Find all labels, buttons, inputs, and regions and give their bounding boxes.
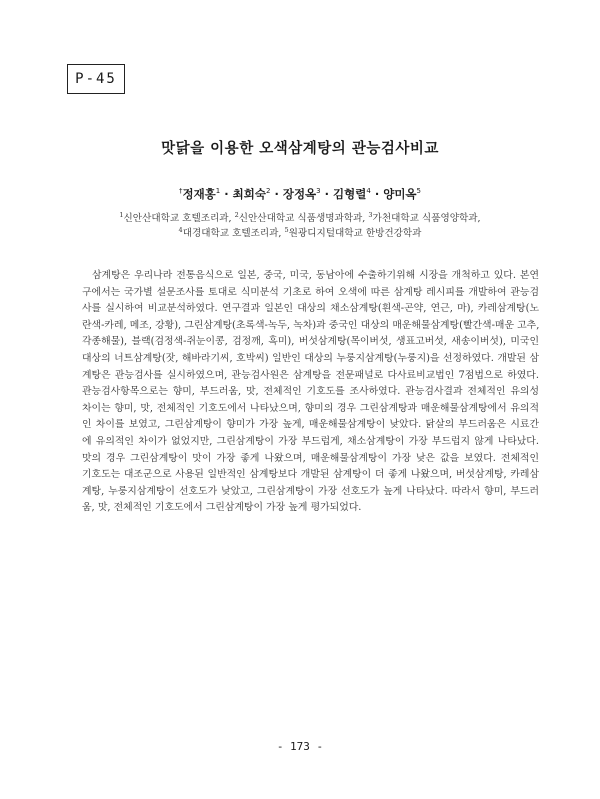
author-separator: ·	[370, 187, 384, 201]
paper-title: 맛닭을 이용한 오색삼계탕의 관능검사비교	[161, 141, 439, 157]
affiliation-1: $^1$신안산대학교 호텔조리과,	[119, 211, 235, 224]
presentation-code-box	[67, 64, 125, 94]
abstract-line: 란색-카레, 메조, 강황), 그린삼계탕(초록색-녹두, 녹차)과 중국인 대상의 매운해물삼계탕(빨간색-매운 고추,	[82, 319, 540, 331]
corresponding-mark: †	[178, 187, 183, 195]
presentation-code: P-45	[75, 71, 117, 87]
abstract-line: 관능검사항목으로는 향미, 부드러움, 맛, 전체적인 기호도를 조사하였다. 관능검사결과 전체적인 유의성	[82, 386, 539, 398]
abstract-line: 계탕은 관능검사를 실시하였으며, 관능검사원은 삼계탕을 전문패널로 다사료비교법인 7점법으로 하였다.	[82, 369, 539, 381]
author-separator: ·	[270, 187, 283, 201]
abstract-line: 계탕, 누룽지삼계탕이 선호도가 낮았고, 그린삼계탕이 가장 선호도가 높게 나타났다. 따라서 향미, 부드러	[82, 485, 539, 497]
abstract-line: 대상의 너트삼계탕(잣, 해바라기씨, 호박씨) 일반인 대상의 누룽지삼계탕(누룽지)을 선정하였다. 개발된 삼	[82, 352, 539, 364]
author-2: 최희숙$^2$	[232, 187, 271, 201]
author-3: 장정옥$^3$	[282, 187, 321, 201]
abstract-line: 기호도는 대조군으로 사용된 일반적인 삼계탕보다 개발된 삼계탕이 더 좋게 나왔으며, 버섯삼계탕, 카레삼	[82, 469, 539, 481]
author-separator: ·	[220, 187, 233, 201]
abstract-line: 사를 실시하여 비교분석하였다. 연구결과 일본인 대상의 채소삼계탕(흰색-곤약, 연근, 마), 카레삼계탕(노	[82, 303, 539, 315]
author-separator: ·	[320, 187, 334, 201]
author-1: †정재홍$^1$	[178, 187, 221, 201]
affiliation-4: $^4$대경대학교 호텔조리과,	[178, 226, 285, 239]
abstract-line: 차이는 향미, 맛, 전체적인 기호도에서 나타났으며, 향미의 경우 그린삼계탕과 매운해물삼계탕에서 유의적	[82, 402, 539, 414]
author-list	[0, 186, 600, 202]
affiliation-3: $^3$가천대학교 식품영양학과,	[368, 211, 481, 224]
affiliations-line-2	[0, 225, 600, 239]
abstract-line: 에 유의적인 차이가 없었지만, 그린삼계탕이 가장 부드럽게, 채소삼계탕이 가장 부드럽지 않게 나타났다.	[82, 435, 539, 447]
abstract-line: 인 차이를 보였고, 그린삼계탕이 향미가 가장 높게, 매운해물삼계탕이 낮았다. 닭살의 부드러움은 시료간	[82, 419, 539, 431]
abstract-body	[82, 268, 539, 517]
affiliation-2: $^2$신안산대학교 식품생명과학과,	[234, 211, 369, 224]
abstract-line: 구에서는 국가별 설문조사를 토대로 식미분석 기초로 하여 오색에 따른 삼계탕 레시피를 개발하여 관능검	[82, 286, 539, 298]
abstract-line: 각종해물), 블랙(검정색-쥐눈이콩, 검정깨, 흑미), 버섯삼계탕(목이버섯, 생표고버섯, 새송이버섯), 미국인	[82, 336, 539, 348]
affiliations-line-1	[0, 210, 600, 224]
page-number: - 173 -	[276, 740, 324, 753]
abstract-line: 맛의 경우 그린삼계탕이 맛이 가장 좋게 나왔으며, 매운해물삼계탕이 가장 낮은 값을 보였다. 전체적인	[82, 452, 539, 464]
abstract-line: 움, 맛, 전체적인 기호도에서 그린삼계탕이 가장 높게 평가되었다.	[82, 502, 362, 514]
author-4: 김형렬$^4$	[333, 187, 371, 201]
abstract-line: 삼계탕은 우리나라 전통음식으로 일본, 중국, 미국, 동남아에 수출하기위해 시장을 개척하고 있다. 본연	[92, 270, 539, 281]
affiliation-5: $^5$원광디지털대학교 한방건강학과	[284, 226, 422, 239]
author-5: 양미옥$^5$	[383, 187, 422, 201]
